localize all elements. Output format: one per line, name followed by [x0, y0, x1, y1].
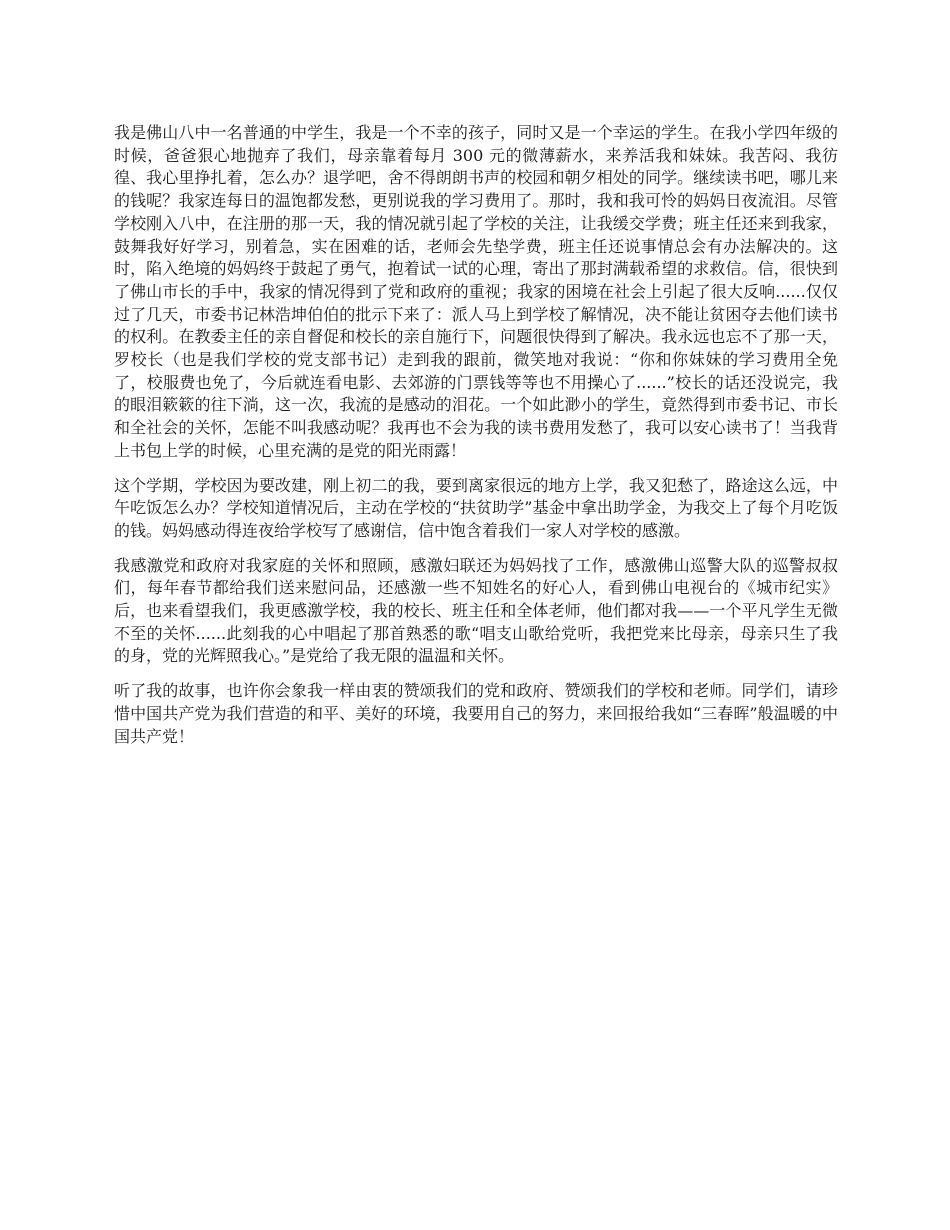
- paragraph-3: 我感激党和政府对我家庭的关怀和照顾，感激妇联还为妈妈找了工作，感激佛山巡警大队的巡警叔叔们，每年春节都给我们送来慰问品，还感激一些不知姓名的好心人，看到佛山电视台的《城市纪实》后，也来看望我们，我更感激学校，我的校长、班主任和全体老师，他们都对我——一个平凡学生无微不至的关怀......此刻我的心中唱起了那首熟悉的歌“唱支山歌给党听，我把党来比母亲，母亲只生了我的身，党的光辉照我心。”是党给了我无限的温温和关怀。: [114, 555, 838, 666]
- paragraph-2: 这个学期，学校因为要改建，刚上初二的我，要到离家很远的地方上学，我又犯愁了，路途这么远，中午吃饭怎么办？学校知道情况后，主动在学校的“扶贫助学”基金中拿出助学金，为我交上了每个月吃饭的钱。妈妈感动得连夜给学校写了感谢信，信中饱含着我们一家人对学校的感激。: [114, 475, 838, 540]
- document-body: [114, 122, 838, 760]
- paragraph-4: 听了我的故事，也许你会象我一样由衷的赞颂我们的党和政府、赞颂我们的学校和老师。同学们，请珍惜中国共产党为我们营造的和平、美好的环境，我要用自己的努力，来回报给我如“三春晖”般温暖的中国共产党！: [114, 681, 838, 746]
- paragraph-1: 我是佛山八中一名普通的中学生，我是一个不幸的孩子，同时又是一个幸运的学生。在我小学四年级的时候，爸爸狠心地抛弃了我们，母亲靠着每月 300 元的微薄薪水，来养活我和妹妹。我苦闷、我彷徨、我心里挣扎着，怎么办？退学吧，舍不得朗朗书声的校园和朝夕相处的同学。继续读书吧，哪儿来的钱呢？我家连每日的温饱都发愁，更别说我的学习费用了。那时，我和我可怜的妈妈日夜流泪。尽管学校刚入八中，在注册的那一天，我的情况就引起了学校的关注，让我缓交学费；班主任还来到我家，鼓舞我好好学习，别着急，实在困难的话，老师会先垫学费，班主任还说事情总会有办法解决的。这时，陷入绝境的妈妈终于鼓起了勇气，抱着试一试的心理，寄出了那封满载希望的求救信。信，很快到了佛山市长的手中，我家的情况得到了党和政府的重视；我家的困境在社会上引起了很大反响......仅仅过了几天，市委书记林浩坤伯伯的批示下来了：派人马上到学校了解情况，决不能让贫困夺去他们读书的权利。在教委主任的亲自督促和校长的亲自施行下，问题很快得到了解决。我永远也忘不了那一天，罗校长（也是我们学校的党支部书记）走到我的跟前，微笑地对我说：“你和你妹妹的学习费用全免了，校服费也免了，今后就连看电影、去郊游的门票钱等等也不用操心了......”校长的话还没说完，我的眼泪簌簌的往下淌，这一次，我流的是感动的泪花。一个如此渺小的学生，竟然得到市委书记、市长和全社会的关怀，怎能不叫我感动呢？我再也不会为我的读书费用发愁了，我可以安心读书了！当我背上书包上学的时候，心里充满的是党的阳光雨露！: [114, 123, 838, 460]
